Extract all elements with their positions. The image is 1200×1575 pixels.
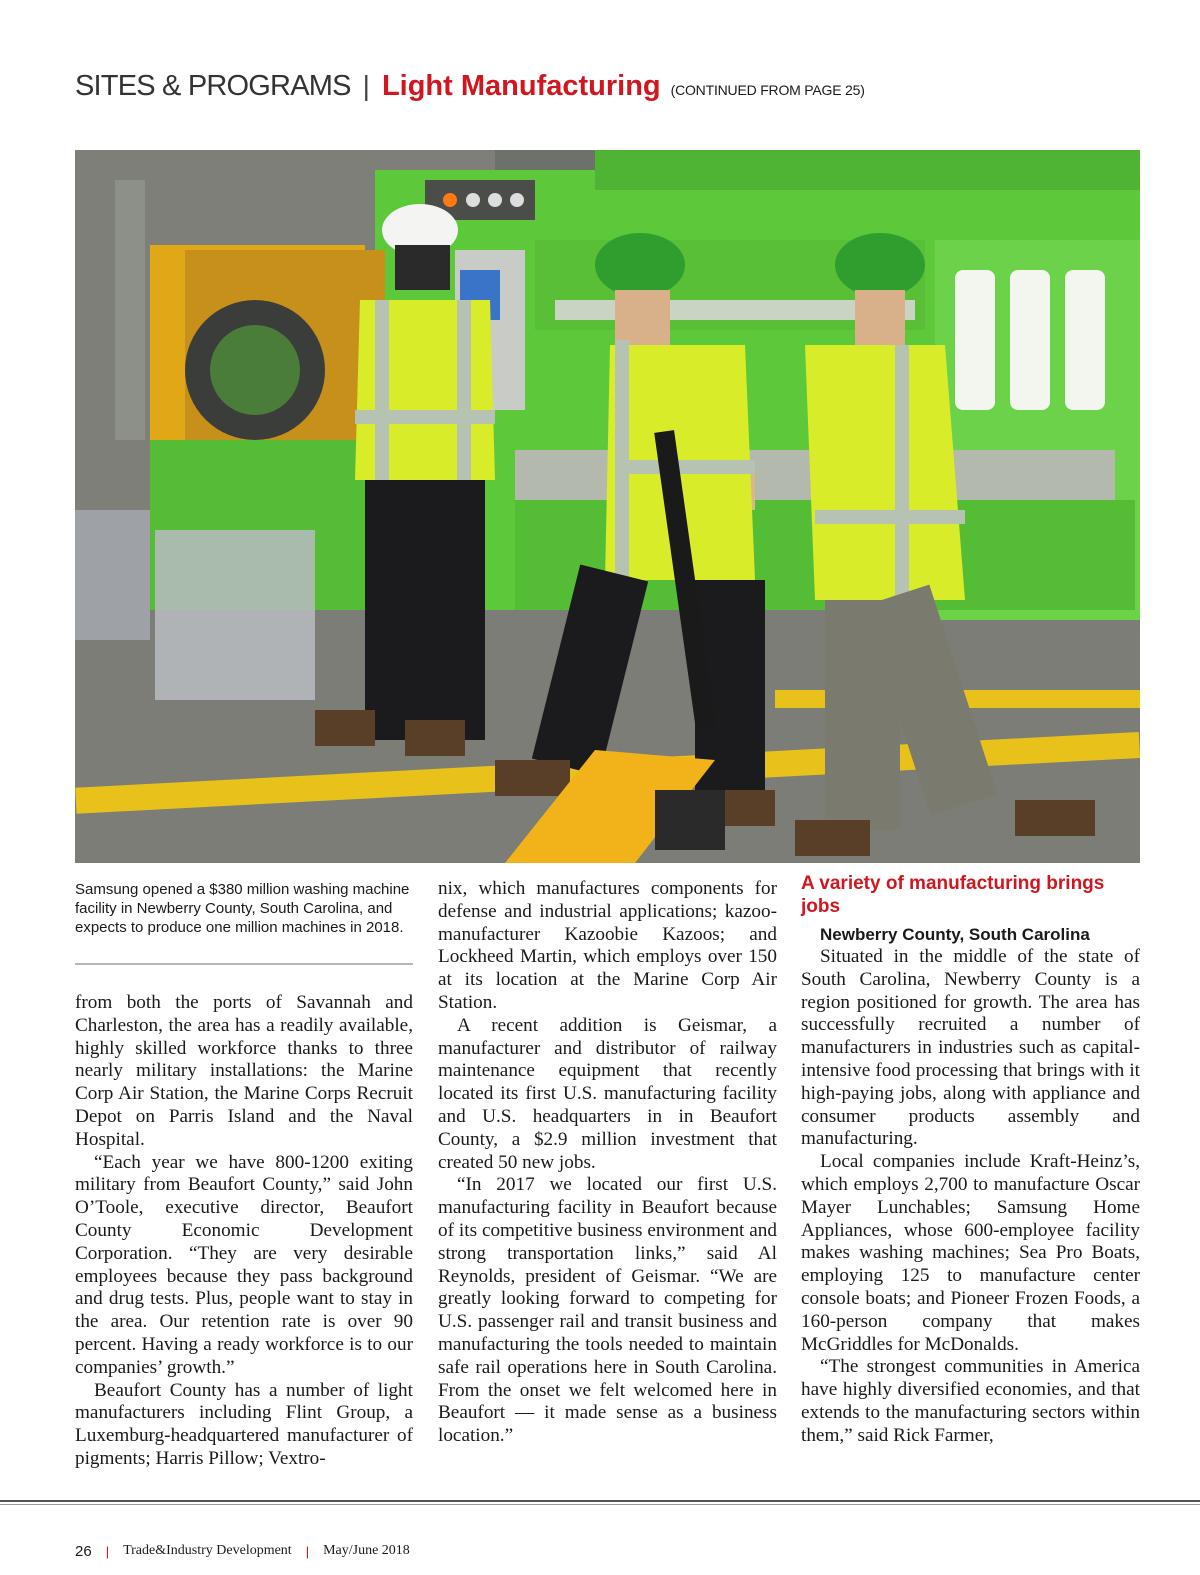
continued-note: (CONTINUED FROM PAGE 25): [670, 82, 865, 98]
factory-photo-illustration: [75, 150, 1140, 863]
factory-workers-photo: [75, 150, 1140, 863]
photo-caption: Samsung opened a $380 million washing machine facility in Newberry County, South Carolina, and expects to produce one million machines in 2018.: [75, 881, 410, 936]
footer-separator: |: [305, 1543, 310, 1559]
paragraph: from both the ports of Savannah and Charleston, the area has a readily available, highly skilled workforce thanks to three nearly military installations: the Marine Corp Air Station, the Marine Corps Recruit Depot on Parris Island and the Naval Hospital.: [75, 992, 413, 1150]
article-column-1: [75, 992, 413, 1471]
paragraph: A recent addition is Geismar, a manufacturer and distributor of railway maintenance equipment that recently located its first U.S. manufacturing facility and U.S. headquarters in in Beaufort County, a $2.9 million investment that created 50 new jobs.: [438, 1014, 777, 1173]
paragraph: nix, which manufactures components for defense and industrial applications; kazoo-manufacturer Kazoobie Kazoos; and Lockheed Martin, which employs over 150 at its location at the Marine Corp Air Station.: [438, 878, 777, 1013]
paragraph: “Each year we have 800-1200 exiting military from Beaufort County,” said John O’Toole, executive director, Beaufort County Economic Development Corporation. “They are very desirable employees because they pass background and drug tests. Plus, people want to stay in the area. Our retention rate is over 90 percent. Having a ready workforce is to our companies’ growth.”: [75, 1151, 413, 1378]
publication-name: Trade&Industry Development: [123, 1543, 292, 1558]
footer-rule-thin: [0, 1504, 1200, 1505]
article-column-2: [438, 878, 777, 1448]
header-separator: |: [362, 70, 370, 101]
section-label: SITES & PROGRAMS: [75, 70, 351, 102]
caption-divider: [75, 963, 413, 965]
section-subhead: A variety of manufacturing brings jobs: [801, 873, 1105, 917]
paragraph: Beaufort County has a number of light manufacturers including Flint Group, a Luxemburg-headquartered manufacturer of pigments; Harris Pillow; Vextro-: [75, 1379, 413, 1469]
paragraph: Local companies include Kraft-Heinz’s, which employs 2,700 to manufacture Oscar Mayer Lunchables; Samsung Home Appliances, whose 600-employee facility makes washing machines; Sea Pro Boats, employing 125 to manufacture center console boats; and Pioneer Frozen Foods, a 160-person company that makes McGriddles for McDonalds.: [801, 1151, 1140, 1355]
topic-title: Light Manufacturing: [381, 70, 661, 102]
paragraph: “The strongest communities in America have highly diversified economies, and that extends to the manufacturing sectors within them,” said Rick Farmer,: [801, 1356, 1140, 1446]
paragraph: “In 2017 we located our first U.S. manufacturing facility in Beaufort because of its competitive business environment and strong transportation links,” said Al Reynolds, president of Geismar. “We are greatly looking forward to competing for U.S. passenger rail and transit business and manufacturing the tools needed to maintain safe rail operations here in South Carolina. From the onset we felt welcomed here in Beaufort — it made sense as a business location.”: [438, 1174, 777, 1447]
footer-separator: |: [105, 1543, 110, 1559]
location-heading: Newberry County, South Carolina: [820, 925, 1090, 944]
page-footer: [75, 1540, 410, 1562]
footer-rule: [0, 1500, 1200, 1502]
article-column-3: [801, 924, 1140, 1448]
page-number: 26: [75, 1542, 92, 1560]
page-header: [75, 70, 1140, 110]
issue-date: May/June 2018: [323, 1543, 410, 1558]
paragraph: Situated in the middle of the state of South Carolina, Newberry County is a region positioned for growth. The area has successfully recruited a number of manufacturers in industries such as capital-intensive food processing that brings with it high-paying jobs, along with appliance and consumer products assembly and manufacturing.: [801, 946, 1140, 1150]
